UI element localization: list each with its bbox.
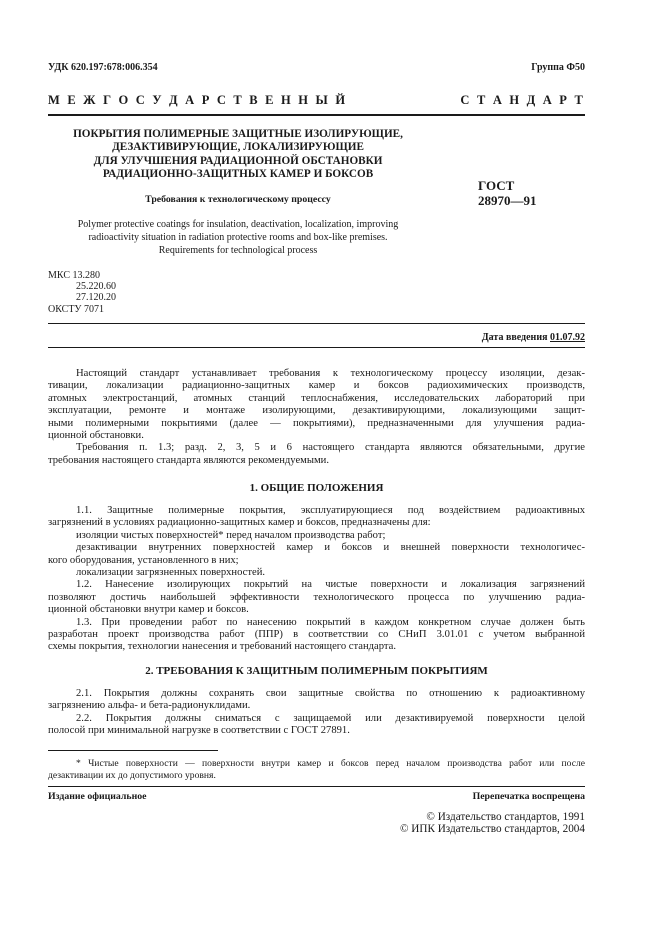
text-line: Настоящий стандарт устанавливает требования к технологическому процессу изоляции, дезак-: [76, 368, 585, 379]
udk-code: УДК 620.197:678:006.354: [48, 62, 158, 73]
text-line: Требования п. 1.3; разд. 2, 3, 5 и 6 настоящего стандарта являются обязательными, другие: [76, 442, 585, 454]
mks-code: МКС 13.280: [48, 270, 100, 281]
text-line: позволяют достичь наибольшей эффективности технологического процесса по улучшению радиа-: [48, 591, 585, 603]
reprint-prohibited: Перепечатка воспрещена: [472, 791, 585, 802]
english-title-line: radioactivity situation in radiation protective rooms and box-like premises.: [88, 231, 388, 243]
title-line: ДЛЯ УЛУЧШЕНИЯ РАДИАЦИОННОЙ ОБСТАНОВКИ: [93, 154, 383, 167]
official-edition: Издание официальное: [48, 791, 147, 802]
footnote-line: дезактивации их до допустимого уровня.: [48, 770, 216, 781]
section-1-heading: 1. ОБЩИЕ ПОЛОЖЕНИЯ: [249, 482, 384, 494]
footnote-rule: [48, 750, 218, 751]
okstu-code: ОКСТУ 7071: [48, 303, 105, 315]
title-line: ДЕЗАКТИВИРУЮЩИЕ, ЛОКАЛИЗИРУЮЩИЕ: [112, 141, 364, 154]
mks-code: 27.120.20: [76, 292, 116, 304]
intro-date: [482, 332, 585, 343]
text-line: тивации, локализации радиационно-защитных камер и боксов радиохимических производств,: [48, 380, 585, 392]
mks-code: 25.220.60: [76, 281, 116, 293]
banner-rule: [48, 114, 585, 116]
footnote-line: * Чистые поверхности — поверхности внутри камер и боксов перед началом производства работ или после: [76, 758, 585, 769]
intro-date-value: 01.07.92: [550, 332, 585, 343]
text-line: ционной обстановки.: [48, 430, 144, 442]
text-line: кого оборудования, установленного в них;: [48, 554, 239, 566]
text-line: загрязнению альфа- и бета-радионуклидами.: [48, 700, 251, 712]
document-subtitle: Требования к технологическому процессу: [145, 194, 331, 205]
gost-designation: [478, 178, 537, 208]
date-rule: [48, 347, 585, 348]
document-title: [48, 128, 428, 182]
title-line: РАДИАЦИОННО-ЗАЩИТНЫХ КАМЕР И БОКСОВ: [102, 168, 374, 181]
intro-date-label: Дата введения: [481, 332, 548, 343]
text-line: ными полимерными покрытиями (далее — покрытиями), предназначенными для улучшения радиа-: [48, 417, 585, 429]
section-1-text: [48, 505, 585, 654]
text-line: 1.1. Защитные полимерные покрытия, эксплуатирующиеся под воздействием радиоактивных: [76, 505, 585, 516]
footnote: [48, 758, 585, 782]
classifiers: [48, 270, 116, 315]
text-line: схемы покрытия, технологии нанесения и требований настоящего стандарта.: [48, 641, 396, 653]
text-line: требования настоящего стандарта являются рекомендуемыми.: [48, 454, 329, 466]
text-line: дезактивации внутренних поверхностей камер и боксов и внешней поверхности технологичес-: [76, 542, 585, 554]
banner-right: С Т А Н Д А Р Т: [460, 93, 585, 107]
intro-text: [48, 368, 585, 467]
group-code: Группа Ф50: [531, 62, 585, 73]
english-title-line: Requirements for technological process: [158, 244, 318, 256]
text-line: разработан проект производства работ (ППР) в соответствии со СНиП 3.01.01 с учетом выбранной: [48, 629, 585, 641]
classifier-rule: [48, 323, 585, 324]
english-title-line: Polymer protective coatings for insulation, deactivation, localization, improving: [77, 219, 399, 230]
copyright-line: © Издательство стандартов, 1991: [426, 811, 585, 823]
text-line: полосой при минимальной нагрузке в соответствии с ГОСТ 27891.: [48, 725, 350, 737]
footer-rule: [48, 786, 585, 787]
copyright-line: © ИПК Издательство стандартов, 2004: [399, 823, 585, 836]
text-line: локализации загрязненных поверхностей.: [76, 567, 266, 579]
text-line: ционной обстановки внутри камер и боксов.: [48, 604, 249, 616]
text-line: 1.3. При проведении работ по нанесению покрытий в каждом конкретном случае должен быть: [76, 616, 585, 628]
english-title: [48, 219, 428, 257]
text-line: 2.1. Покрытия должны сохранять свои защитные свойства по отношению к радиоактивному: [76, 688, 585, 699]
text-line: атомных электростанций, атомных станций теплоснабжения, исследовательских лабораторий при: [48, 392, 585, 404]
text-line: изоляции чистых поверхностей* перед началом производства работ;: [76, 529, 386, 541]
text-line: эксплуатации, ремонте и монтаже изолирующими, дезактивирующими, локализующими защит-: [48, 405, 585, 417]
section-2-text: [48, 688, 585, 738]
banner-left: М Е Ж Г О С У Д А Р С Т В Е Н Н Ы Й: [48, 93, 348, 107]
text-line: загрязнений в условиях радиационно-защитных камер и боксов, предназначены для:: [48, 517, 431, 529]
text-line: 1.2. Нанесение изолирующих покрытий на чистые поверхности и локализация загрязнений: [76, 579, 585, 591]
text-line: 2.2. Покрытия должны сниматься с защищаемой или дезактивируемой поверхности целой: [76, 712, 585, 724]
section-2-heading: 2. ТРЕБОВАНИЯ К ЗАЩИТНЫМ ПОЛИМЕРНЫМ ПОКРЫТИЯМ: [145, 665, 488, 677]
title-line: ПОКРЫТИЯ ПОЛИМЕРНЫЕ ЗАЩИТНЫЕ ИЗОЛИРУЮЩИЕ,: [73, 128, 403, 140]
copyright-block: [400, 811, 585, 836]
gost-number: 28970—91: [478, 193, 537, 208]
gost-label: ГОСТ: [478, 178, 515, 193]
